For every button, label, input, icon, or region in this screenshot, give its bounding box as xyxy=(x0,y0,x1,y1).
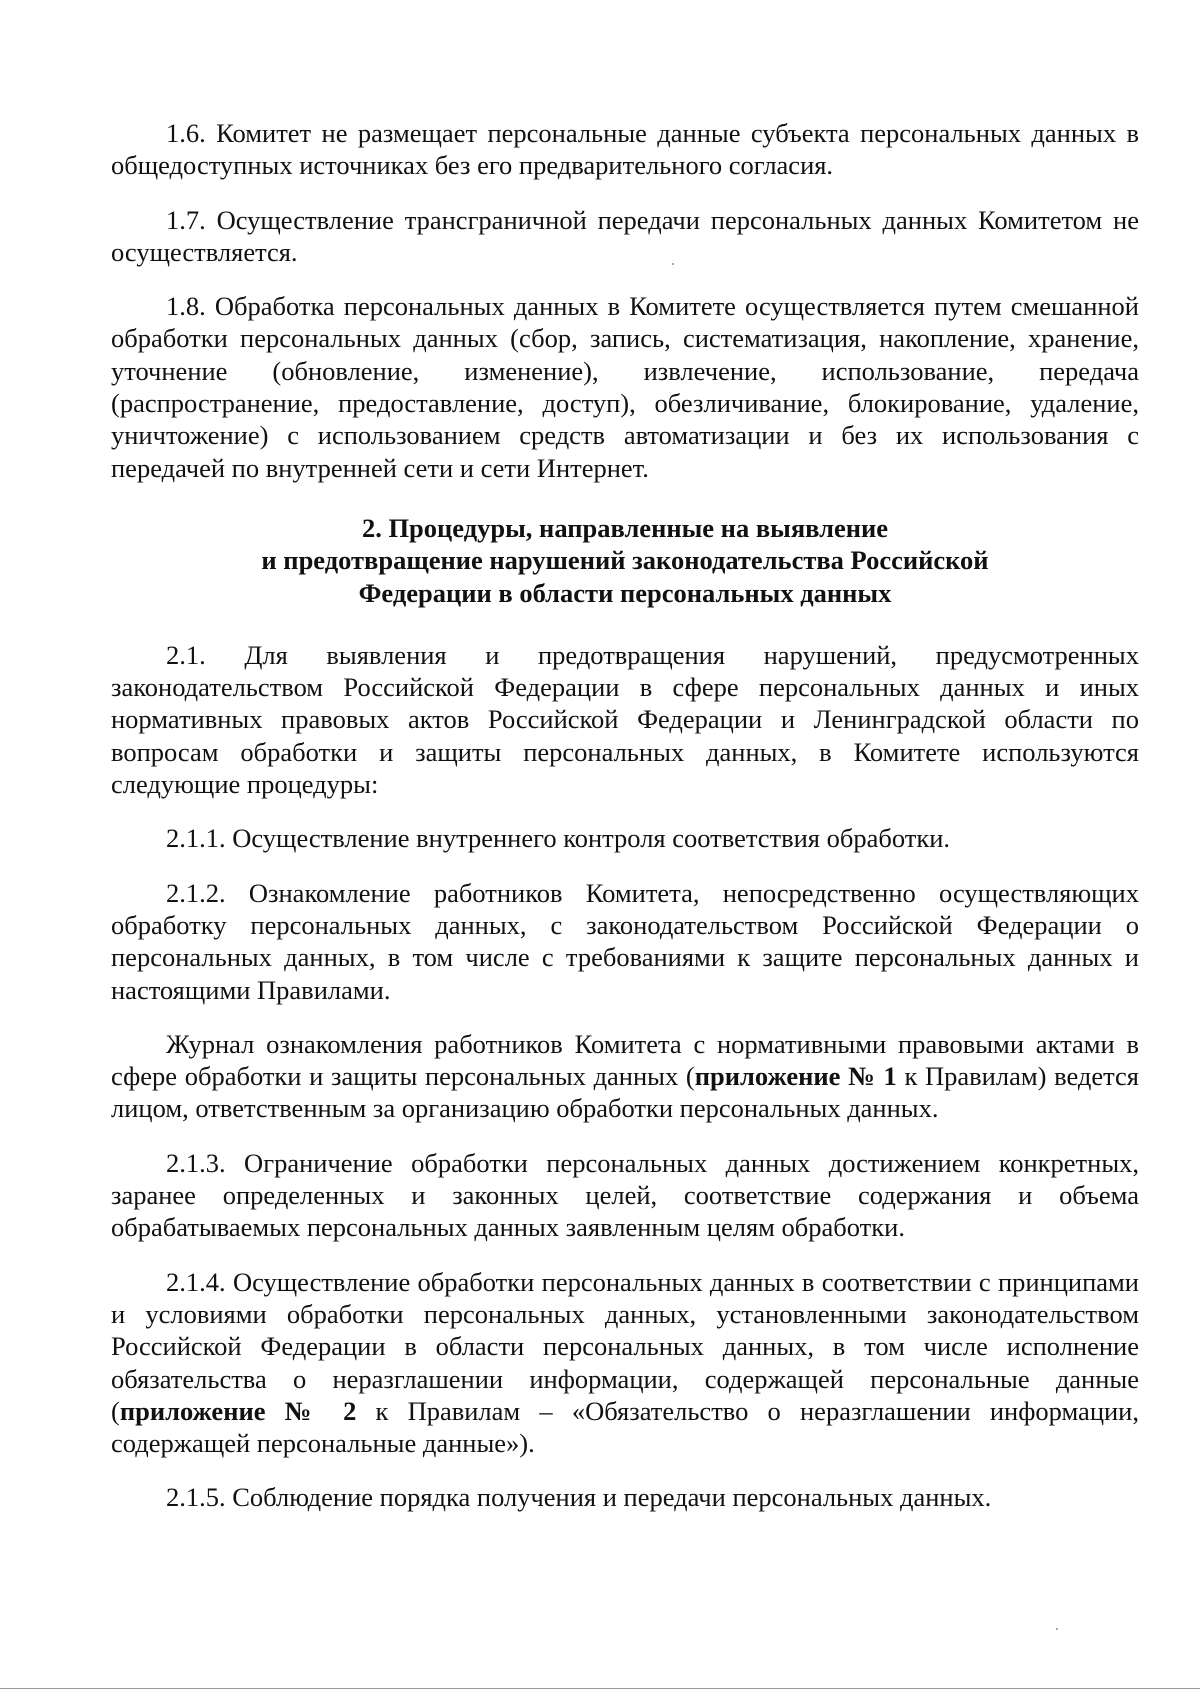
scan-bottom-edge xyxy=(0,1688,1200,1689)
section-2-heading xyxy=(111,512,1139,609)
document-body xyxy=(111,117,1139,1536)
journal-text-after: к Правилам) ведется лицом, ответственным за организацию обработки персональных данных. xyxy=(111,1061,1139,1124)
paragraph-journal xyxy=(111,1028,1139,1125)
paragraph-2-1: 2.1. Для выявления и предотвращения нарушений, предусмотренных законодательством Российской Федерации в сфере персональных данных и иных нормативных правовых актов Российской Федерации и Ленинградской области по вопросам обработки и защиты персональных данных, в Комитете используются следующие процедуры: xyxy=(111,639,1139,800)
scan-speck xyxy=(672,263,674,265)
scan-speck xyxy=(1056,1628,1058,1630)
section-2-heading-line-3: Федерации в области персональных данных xyxy=(358,577,892,608)
paragraph-1-7: 1.7. Осуществление трансграничной передачи персональных данных Комитетом не осуществляется. xyxy=(111,204,1139,267)
section-2-heading-line-2: и предотвращение нарушений законодательства Российской xyxy=(261,545,989,576)
section-2-heading-line-1: 2. Процедуры, направленные на выявление xyxy=(361,512,889,543)
journal-appendix-ref: приложение № 1 xyxy=(694,1061,897,1092)
paragraph-2-1-1: 2.1.1. Осуществление внутреннего контроля соответствия обработки. xyxy=(166,823,951,854)
p214-text-before: 2.1.4. Осуществление обработки персональных данных в соответствии с принципами и условиями обработки персональных данных, установленными законодательством Российской Федерации в области персональных данных, в том числе исполнение обязательства о неразглашении информации, содержащей персональные данные ( xyxy=(111,1266,1139,1426)
paragraph-2-1-5: 2.1.5. Соблюдение порядка получения и передачи персональных данных. xyxy=(166,1482,992,1513)
paragraph-2-1-2: 2.1.2. Ознакомление работников Комитета, непосредственно осуществляющих обработку персональных данных, с законодательством Российской Федерации о персональных данных, в том числе с требованиями к защите персональных данных и настоящими Правилами. xyxy=(111,877,1139,1005)
journal-text-before: Журнал ознакомления работников Комитета с нормативными правовыми актами в сфере обработки и защиты персональных данных ( xyxy=(111,1028,1139,1092)
p214-appendix-ref: приложение № 2 xyxy=(119,1395,357,1426)
paragraph-2-1-4 xyxy=(111,1266,1139,1460)
p214-text-after: к Правилам – «Обязательство о неразглашении информации, содержащей персональные данные»). xyxy=(111,1395,1139,1459)
paragraph-2-1-3: 2.1.3. Ограничение обработки персональных данных достижением конкретных, заранее определенных и законных целей, соответствие содержания и объема обрабатываемых персональных данных заявленным целям обработки. xyxy=(111,1147,1139,1243)
paragraph-1-8: 1.8. Обработка персональных данных в Комитете осуществляется путем смешанной обработки персональных данных (сбор, запись, систематизация, накопление, хранение, уточнение (обновление, изменение), извлечение, использование, передача (распространение, предоставление, доступ), обезличивание, блокирование, удаление, уничтожение) с использованием средств автоматизации и без их использования с передачей по внутренней сети и сети Интернет. xyxy=(111,291,1139,483)
paragraph-1-6: 1.6. Комитет не размещает персональные данные субъекта персональных данных в общедоступных источниках без его предварительного согласия. xyxy=(111,118,1139,181)
